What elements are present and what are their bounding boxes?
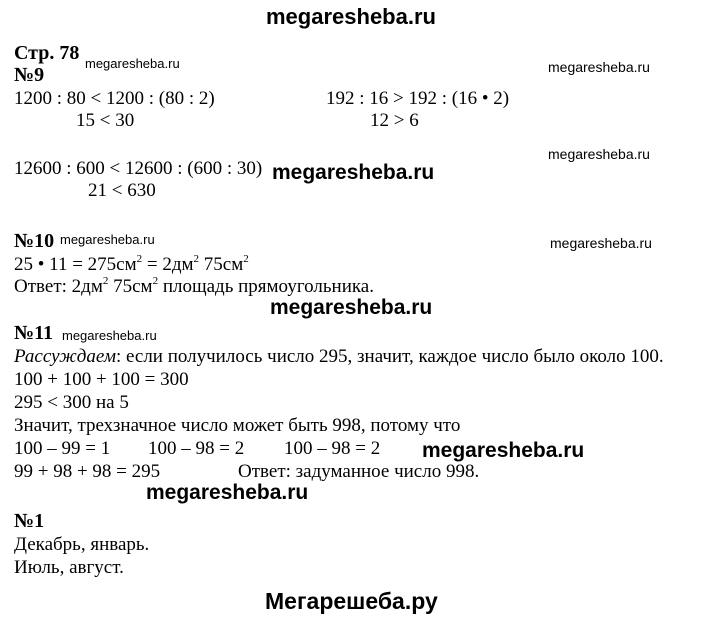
reasoning-text: : если получилось число 295, значит, каждое число было около 100. (115, 346, 664, 367)
watermark: megaresheba.ru (146, 481, 309, 504)
superscript: 2 (243, 253, 249, 265)
task-11-sum: 99 + 98 + 98 = 295 (14, 461, 161, 482)
task-11-calc-2: 100 – 98 = 2 (148, 438, 245, 459)
answer-part: площадь прямоугольника. (158, 276, 374, 297)
watermark: megaresheba.ru (422, 439, 585, 462)
task-1-line-2: Июль, август. (14, 557, 124, 578)
task-11-answer: Ответ: задуманное число 998. (238, 461, 480, 482)
task-11-line-3: 295 < 300 на 5 (14, 392, 129, 413)
watermark: megaresheba.ru (85, 56, 180, 71)
task-11-line-4: Значит, трехзначное число может быть 998, потому что (14, 415, 461, 436)
task-1-number: №1 (14, 510, 45, 532)
task-1-line-1: Декабрь, январь. (14, 534, 150, 555)
superscript: 2 (193, 253, 200, 265)
reasoning-label: Рассуждаем (14, 346, 116, 367)
task-10-number: №10 (14, 230, 55, 252)
watermark: megaresheba.ru (62, 328, 157, 343)
task-9-result-1: 15 < 30 (76, 110, 135, 131)
task-9-result-3: 21 < 630 (88, 180, 156, 201)
answer-part: 75см (108, 276, 153, 297)
equation-part: = 2дм (142, 254, 194, 275)
watermark: megaresheba.ru (60, 232, 155, 247)
watermark: megaresheba.ru (548, 59, 650, 75)
site-title: megaresheba.ru (266, 4, 436, 29)
task-9-number: №9 (14, 64, 45, 86)
task-11-reasoning (14, 346, 664, 368)
watermark: megaresheba.ru (550, 235, 652, 251)
task-11-line-2: 100 + 100 + 100 = 300 (14, 369, 189, 390)
task-9-equation-2: 192 : 16 > 192 : (16 • 2) (326, 88, 510, 109)
task-9-equation-3: 12600 : 600 < 12600 : (600 : 30) (14, 158, 263, 179)
answer-part: Ответ: 2дм (14, 276, 103, 297)
superscript: 2 (136, 253, 143, 265)
footer-title: Мегарешеба.ру (265, 588, 438, 614)
task-11-number: №11 (14, 322, 53, 344)
task-11-calc-3: 100 – 98 = 2 (284, 438, 381, 459)
task-11-calc-1: 100 – 99 = 1 (14, 438, 111, 459)
equation-part: 75см (199, 254, 244, 275)
task-10-equation (14, 254, 249, 276)
watermark: megaresheba.ru (548, 146, 650, 162)
page-number: Стр. 78 (14, 42, 80, 64)
superscript: 2 (152, 275, 159, 287)
watermark: megaresheba.ru (270, 296, 433, 319)
task-9-result-2: 12 > 6 (370, 110, 419, 131)
superscript: 2 (102, 275, 109, 287)
task-9-equation-1: 1200 : 80 < 1200 : (80 : 2) (14, 88, 215, 109)
task-10-answer (14, 276, 374, 298)
equation-part: 25 • 11 = 275см (14, 254, 137, 275)
watermark: megaresheba.ru (272, 161, 435, 184)
